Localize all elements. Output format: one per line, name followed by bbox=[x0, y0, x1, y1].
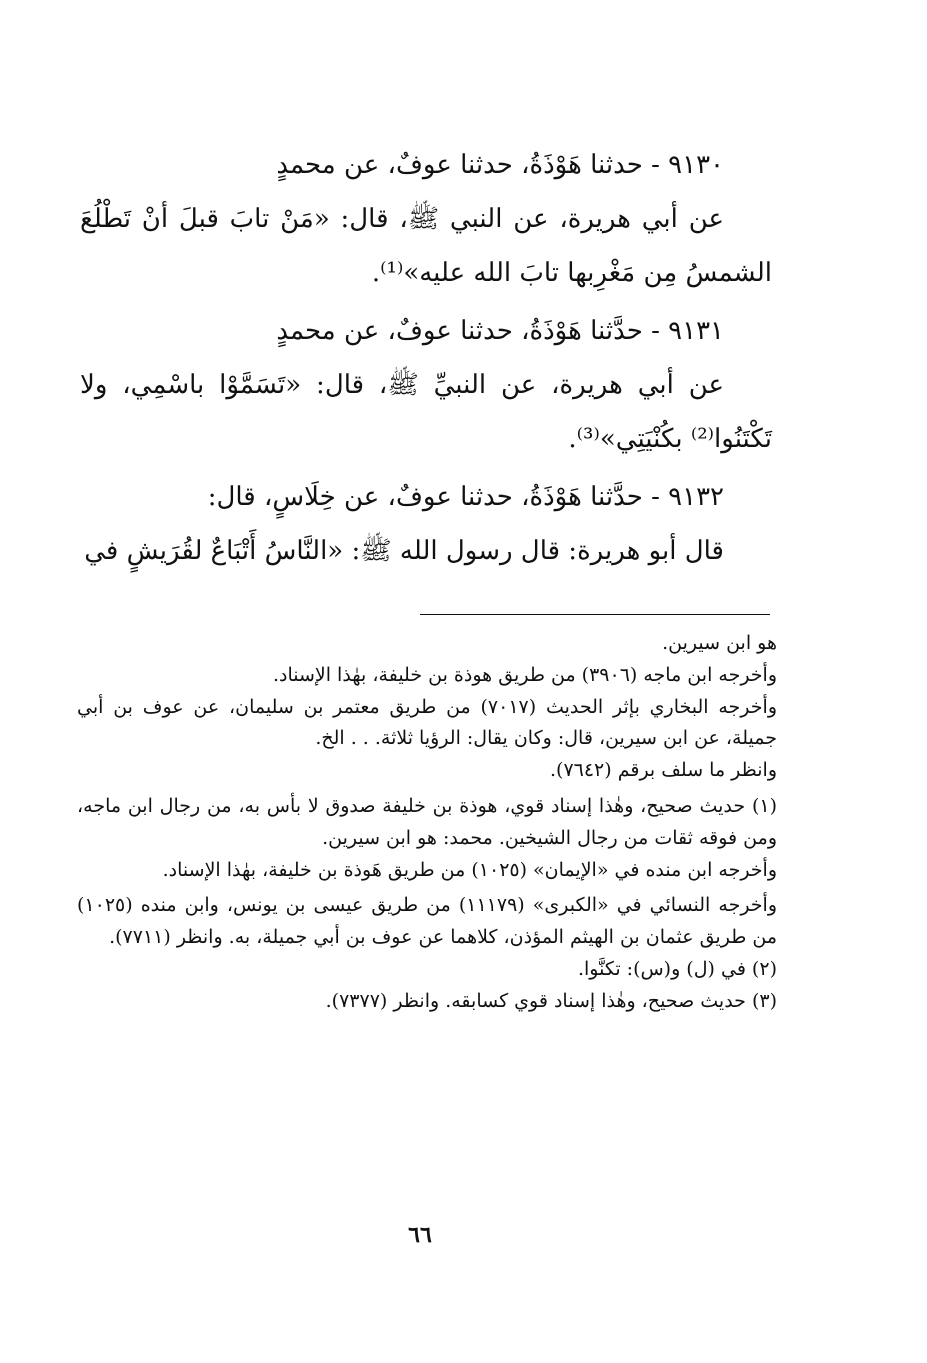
footnote-line: هو ابن سيرين. bbox=[662, 632, 777, 654]
hadith-9132-text: قال أبو هريرة: قال رسول الله ﷺ: «النَّاسُ أَتْبَاعٌ لقُرَيشٍ في bbox=[84, 536, 724, 566]
footnote-divider bbox=[420, 614, 770, 615]
footnotes bbox=[77, 628, 777, 1018]
footnote-line: وأخرجه البخاري بإثر الحديث (٧٠١٧) من طريق معتمر بن سليمان، عن عوف بن أبي جميلة، عن ابن سيرين، قال: وكان يقال: الرؤيا ثلاثة. . . الخ. bbox=[77, 695, 777, 750]
hadith-9130-text: عن أبي هريرة، عن النبي ﷺ، قال: «مَنْ تابَ قبلَ أنْ تَطْلُعَ الشمسُ مِن مَغْرِبها تابَ الله عليه»⁽¹⁾. bbox=[80, 204, 772, 288]
footnote-line: وأخرجه ابن منده في «الإيمان» (١٠٢٥) من طريق هَوذة بن خليفة، بهٰذا الإسناد. bbox=[162, 858, 777, 881]
hadith-9130-chain: ٩١٣٠ - حدثنا هَوْذَةُ، حدثنا عوفٌ، عن محمدٍ bbox=[276, 150, 724, 180]
hadith-9131-text: عن أبي هريرة، عن النبيِّ ﷺ، قال: «تَسَمَّوْا باسْمِي، ولا تَكْتَنُوا⁽²⁾ بكُنْيَتِي»⁽³⁾. bbox=[80, 370, 772, 454]
footnote-line: وأخرجه ابن ماجه (٣٩٠٦) من طريق هوذة بن خليفة، بهٰذا الإسناد. bbox=[272, 663, 777, 686]
hadith-9131-chain: ٩١٣١ - حدَّثنا هَوْذَةُ، حدثنا عوفٌ، عن محمدٍ bbox=[276, 316, 724, 346]
footnote-line: وأخرجه النسائي في «الكبرى» (١١١٧٩) من طريق عيسى بن يونس، وابن منده (١٠٢٥) من طريق عثمان بن الهيثم المؤذن، كلاهما عن عوف بن أبي جميلة، به. وانظر (٧٧١١). bbox=[77, 894, 778, 949]
hadith-9132-chain: ٩١٣٢ - حدَّثنا هَوْذَةُ، حدثنا عوفٌ، عن خِلَاسٍ، قال: bbox=[207, 482, 724, 512]
page-number: ٦٦ bbox=[408, 1222, 432, 1248]
footnote-2: (٢) في (ل) و(س): تكنَّوا. bbox=[577, 957, 777, 980]
footnote-line: وانظر ما سلف برقم (٧٦٤٢). bbox=[549, 759, 777, 782]
footnote-1: (١) حديث صحيح، وهٰذا إسناد قوي، هوذة بن خليفة صدوق لا بأس به، من رجال ابن ماجه، ومن فوقه ثقات من رجال الشيخين. محمد: هو ابن سيرين. bbox=[77, 794, 777, 849]
footnote-3: (٣) حديث صحيح، وهٰذا إسناد قوي كسابقه. وانظر (٧٣٧٧). bbox=[325, 989, 777, 1012]
main-text bbox=[80, 138, 772, 582]
